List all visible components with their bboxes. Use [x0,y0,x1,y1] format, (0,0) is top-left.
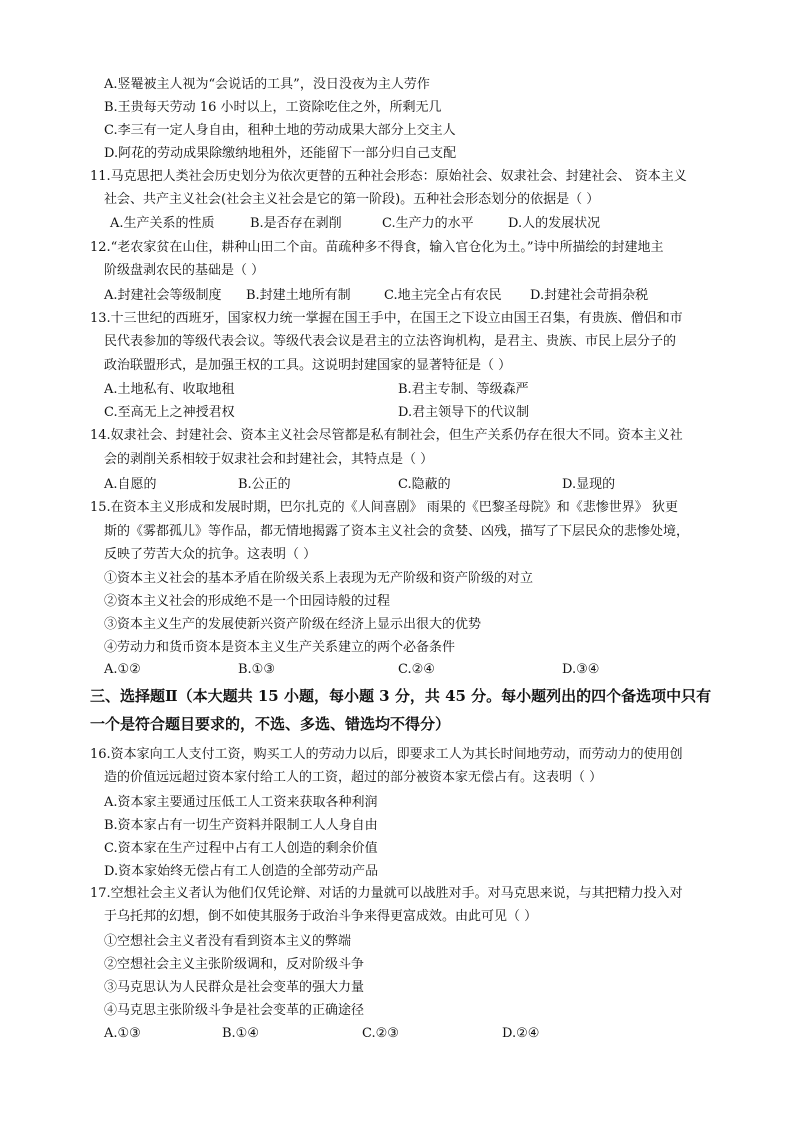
q13-option-c: C.至高无上之神授君权 [104,405,235,420]
q11-option-d: D.人的发展状况 [508,216,601,231]
q12-option-c: C.地主完全占有农民 [384,288,502,303]
q13-option-b: B.君主专制、等级森严 [398,382,529,397]
q11-option-a: A.生产关系的性质 [110,216,215,231]
q16-option-c: C.资本家在生产过程中占有工人创造的剩余价值 [104,841,378,856]
q15-statement-3: ③资本主义生产的发展使新兴资产阶级在经济上显示出很大的优势 [104,617,482,632]
q16-option-d: D.资本家始终无偿占有工人创造的全部劳动产品 [104,864,379,879]
q11-option-c: C.生产力的水平 [382,216,474,231]
q13-option-d: D.君主领导下的代议制 [398,405,530,420]
q17-option-c: C.②③ [362,1026,399,1041]
q17-option-b: B.①④ [222,1026,259,1041]
q11-stem-line-2: 社会、共产主义社会(社会主义社会是它的第一阶段)。五种社会形态划分的依据是（ ） [104,192,600,207]
q15-option-b: B.①③ [238,662,275,677]
q10-option-c: C.李三有一定人身自由，租种土地的劳动成果大部分上交主人 [104,123,456,138]
q16-option-a: A.资本家主要通过压低工人工资来获取各种利润 [104,795,378,810]
q14-stem-line-2: 会的剥削关系相较于奴隶社会和封建社会，其特点是（ ） [104,452,434,467]
q15-option-c: C.②④ [398,662,435,677]
q15-option-d: D.③④ [562,662,600,677]
q10-option-b: B.王贵每天劳动 16 小时以上，工资除吃住之外，所剩无几 [104,100,442,115]
q13-stem-line-2: 民代表参加的等级代表会议。等级代表会议是君主的立法咨询机构，是君主、贵族、市民上层分子的 [104,334,677,349]
q17-option-a: A.①③ [104,1026,141,1041]
q17-stem-line-2: 于乌托邦的幻想，倒不如使其服务于政治斗争来得更富成效。由此可见（ ） [104,909,538,924]
section-heading-line-1: 三、选择题Ⅱ（本大题共 15 小题，每小题 3 分，共 45 分。每小题列出的四个备选项中只有 [90,687,712,705]
q17-statement-4: ④马克思主张阶级斗争是社会变革的正确途径 [104,1003,365,1018]
q15-stem-line-3: 反映了劳苦大众的抗争。这表明（ ） [104,547,317,562]
q12-option-d: D.封建社会苛捐杂税 [530,288,649,303]
q14-option-b: B.公正的 [238,477,291,492]
q16-option-b: B.资本家占有一切生产资料并限制工人人身自由 [104,818,378,833]
q12-stem-line-1: 12.“老农家贫在山住，耕种山田二个亩。苗疏种多不得食，输入官仓化为土。”诗中所描绘的封建地主 [90,240,664,255]
q13-stem-line-1: 13.十三世纪的西班牙，国家权力统一掌握在国王手中，在国王之下设立由国王召集，有贵族、僧侣和市 [90,311,683,326]
q14-option-c: C.隐蔽的 [398,477,451,492]
q15-statement-4: ④劳动力和货币资本是资本主义生产关系建立的两个必备条件 [104,640,456,655]
q11-stem-line-1: 11.马克思把人类社会历史划分为依次更替的五种社会形态：原始社会、奴隶社会、封建社会、 资本主义 [90,169,687,184]
q14-option-a: A.自愿的 [104,477,157,492]
q17-statement-3: ③马克思认为人民群众是社会变革的强大力量 [104,980,365,995]
q16-stem-line-2: 造的价值远远超过资本家付给工人的工资，超过的部分被资本家无偿占有。这表明（ ） [104,770,603,785]
q13-stem-line-3: 政治联盟形式，是加强王权的工具。这说明封建国家的显著特征是（ ） [104,358,512,373]
q11-option-b: B.是否存在剥削 [250,216,342,231]
q15-statement-1: ①资本主义社会的基本矛盾在阶级关系上表现为无产阶级和资产阶级的对立 [104,571,534,586]
q13-option-a: A.土地私有、收取地租 [104,382,235,397]
q17-statement-1: ①空想社会主义者没有看到资本主义的弊端 [104,934,352,949]
q10-option-d: D.阿花的劳动成果除缴纳地租外，还能留下一部分归自己支配 [104,146,457,161]
q15-stem-line-2: 斯的《雾都孤儿》等作品，都无情地揭露了资本主义社会的贪婪、凶残，描写了下层民众的悲惨处境， [104,524,690,539]
q10-option-a: A.竖罨被主人视为“会说话的工具”，没日没夜为主人劳作 [104,77,430,92]
q14-option-d: D.显现的 [562,477,616,492]
section-heading-line-2: 一个是符合题目要求的，不选、多选、错选均不得分） [90,715,451,733]
q12-stem-line-2: 阶级盘剥农民的基础是（ ） [104,263,265,278]
q15-option-a: A.①② [104,662,141,677]
q15-stem-line-1: 15.在资本主义形成和发展时期，巴尔扎克的《人间喜剧》 雨果的《巴黎圣母院》和《悲惨世界》 狄更 [90,500,678,515]
q17-stem-line-1: 17.空想社会主义者认为他们仅凭论辩、对话的力量就可以战胜对手。对马克思来说，与其把精力投入对 [90,886,683,901]
q12-option-a: A.封建社会等级制度 [104,288,222,303]
q12-option-b: B.封建土地所有制 [246,288,351,303]
q14-stem-line-1: 14.奴隶社会、封建社会、资本主义社会尽管都是私有制社会，但生产关系仍存在很大不同。资本主义社 [90,428,683,443]
q16-stem-line-1: 16.资本家向工人支付工资，购买工人的劳动力以后，即要求工人为其长时间地劳动，而劳动力的使用创 [90,747,683,762]
q15-statement-2: ②资本主义社会的形成绝不是一个田园诗般的过程 [104,594,391,609]
q17-statement-2: ②空想社会主义主张阶级调和，反对阶级斗争 [104,957,365,972]
q17-option-d: D.②④ [502,1026,540,1041]
